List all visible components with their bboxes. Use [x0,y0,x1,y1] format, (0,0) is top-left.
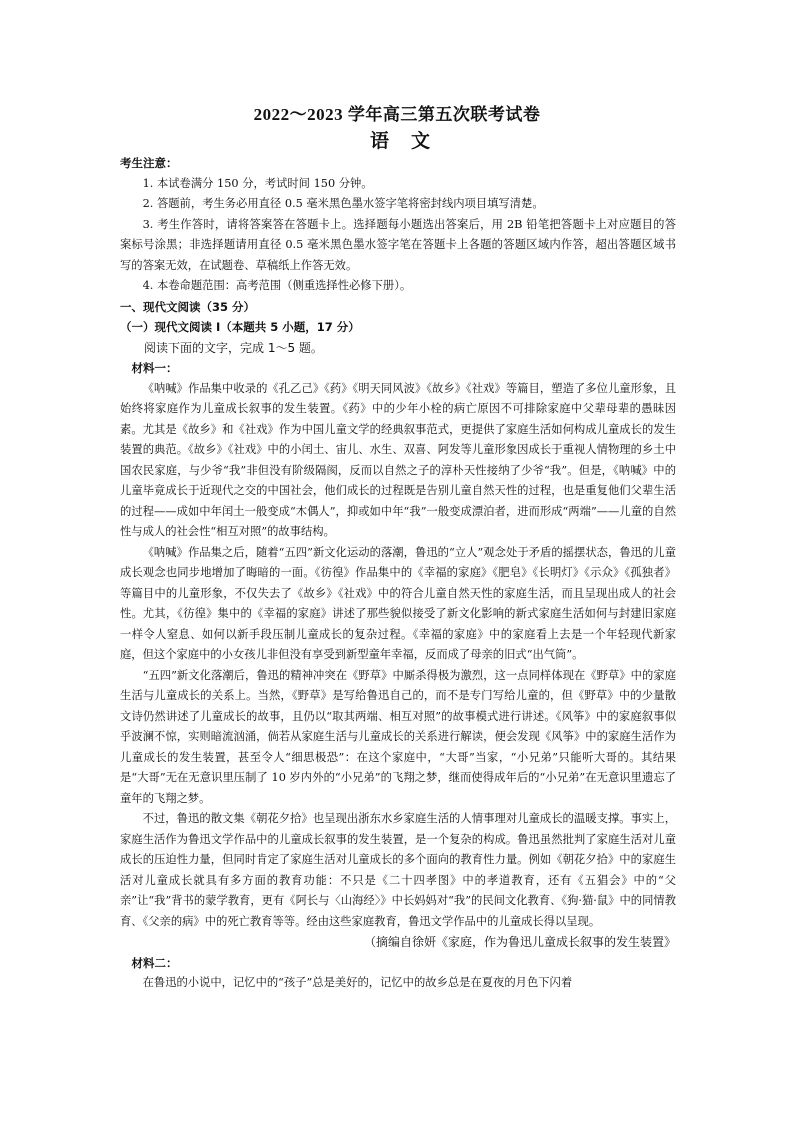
section-heading: 一、现代文阅读（35 分） [120,299,256,314]
notice-heading: 考生注意： [120,156,178,170]
subject-title: 语文 [369,130,452,152]
material-label: 材料一： [131,361,178,375]
material-label: 材料二： [131,955,178,970]
material-paragraph: 《呐喊》作品集中收录的《孔乙己》《药》《明天同风波》《故乡》《社戏》等篇目，塑造了多位儿童形象，且始终将家庭作为儿童成长叙事的发生装置。《药》中的少年小栓的病亡原因不可排除家庭中父辈母辈的愚昧因素。尤其是《故乡》和《社戏》作为中国儿童文学的经典叙事范式，更提供了家庭生活如何构成儿童成长的发生装置的典范。《故乡》《社戏》中的小闰土、宙儿、水生、双喜、阿发等儿童形象因成长于重视人情物理的乡土中国农民家庭，与少爷“我”非但没有阶级隔阂，反而以自然之子的淳朴天性接纳了少爷“我”。但是，《呐喊》中的儿童毕竟成长于近现代之交的中国社会，他们成长的过程既是告别儿童自然天性的过程，也是重复他们父辈生活的过程——成如中年闰土一般变成“木偶人”，抑或如中年“我”一般变成漂泊者，进而形成“两端”——儿童的自然性与成人的社会性“相互对照”的故事结构。 [120,381,676,538]
material-paragraph: 在鲁迅的小说中，记忆中的“孩子”总是美好的，记忆中的故乡总是在夏夜的月色下闪着 [142,976,573,989]
material-paragraph: 《呐喊》作品集之后，随着“五四”新文化运动的落潮，鲁迅的“立人”观念处于矛盾的摇摆状态，鲁迅的儿童成长观念也同步地增加了晦暗的一面。《彷徨》作品集中的《幸福的家庭》《肥皂》《长明灯》《示众》《孤独者》等篇目中的儿童形象，不仅失去了《故乡》《社戏》中的符合儿童自然天性的家庭生活，而且呈现出成人的社会性。尤其，《彷徨》集中的《幸福的家庭》讲述了那些貌似接受了新文化影响的新式家庭生活如何与封建旧家庭一样令人窒息、如何以新手段压制儿童成长的复杂过程。《幸福的家庭》中的家庭看上去是一个年轻现代新家庭，但这个家庭中的小女孩儿非但没有享受到新型童年幸福，反而成了母亲的旧式“出气筒”。 [120,545,676,661]
notice-item: 4. 本卷命题范围：高考范围（侧重选择性必修下册）。 [142,279,412,292]
subsection-heading: （一）现代文阅读 I（本题共 5 小题，17 分） [120,320,360,334]
material-paragraph: “五四”新文化落潮后，鲁迅的精神冲突在《野草》中厮杀得极为激烈，这一点同样体现在《野草》中的家庭生活与儿童成长的关系上。当然，《野草》是写给鲁迅自己的，而不是专门写给儿童的，但《野草》中的少量散文诗仍然讲述了儿童成长的故事，且仍以“取其两端、相互对照”的故事模式进行讲述。《风筝》中的家庭叙事似乎波澜不惊，实则暗流汹涌，倘若从家庭生活与儿童成长的关系进行解读，便会发现《风筝》中的家庭生活作为儿童成长的发生装置，甚至令人“细思极恐”：在这个家庭中，“大哥”当家，“小兄弟”只能听大哥的。其结果是“大哥”无在无意识里压制了 10 岁内外的“小兄弟”的飞翔之梦，继而使得成年后的“小兄弟”在无意识里遗忘了童年的飞翔之梦。 [120,668,676,805]
material-source: （摘编自徐妍《家庭，作为鲁迅儿童成长叙事的发生装置》 [363,935,676,949]
exam-title: 2022～2023 学年高三第五次联考试卷 [253,105,541,124]
exam-content [120,153,676,994]
reading-instruction: 阅读下面的文字，完成 1～5 题。 [144,340,323,355]
material-paragraph: 不过，鲁迅的散文集《朝花夕拾》也呈现出浙东水乡家庭生活的人情事理对儿童成长的温暖支撑。事实上，家庭生活作为鲁迅文学作品中的儿童成长叙事的发生装置，是一个复杂的构成。鲁迅虽然批判了家庭生活对儿童成长的压迫性力量，但同时肯定了家庭生活对儿童成长的多个面向的教育性力量。例如《朝花夕拾》中的家庭生活对儿童成长就具有多方面的教育功能：不只是《二十四孝图》中的孝道教育，还有《五猖会》中的“父亲”让“我”背书的蒙学教育，更有《阿长与〈山海经〉》中长妈妈对“我”的民间文化教育、《狗·猫·鼠》中的同情教育、《父亲的病》中的死亡教育等等。经由这些家庭教育，鲁迅文学作品中的儿童成长得以呈现。 [120,812,676,928]
notice-item: 2. 答题前，考生务必用直径 0.5 毫米黑色墨水签字笔将密封线内项目填写清楚。 [142,197,544,210]
notice-section [120,153,676,297]
notice-item: 1. 本试卷满分 150 分，考试时间 150 分钟。 [142,176,373,190]
notice-item: 3. 考生作答时，请将答案答在答题卡上。选择题每小题选出答案后，用 2B 铅笔把答题卡上对应题目的答案标号涂黑；非选择题请用直径 0.5 毫米黑色墨水签字笔在答题卡上各题的答题区域内作答，超出答题区域书写的答案无效，在试题卷、草稿纸上作答无效。 [120,217,676,272]
